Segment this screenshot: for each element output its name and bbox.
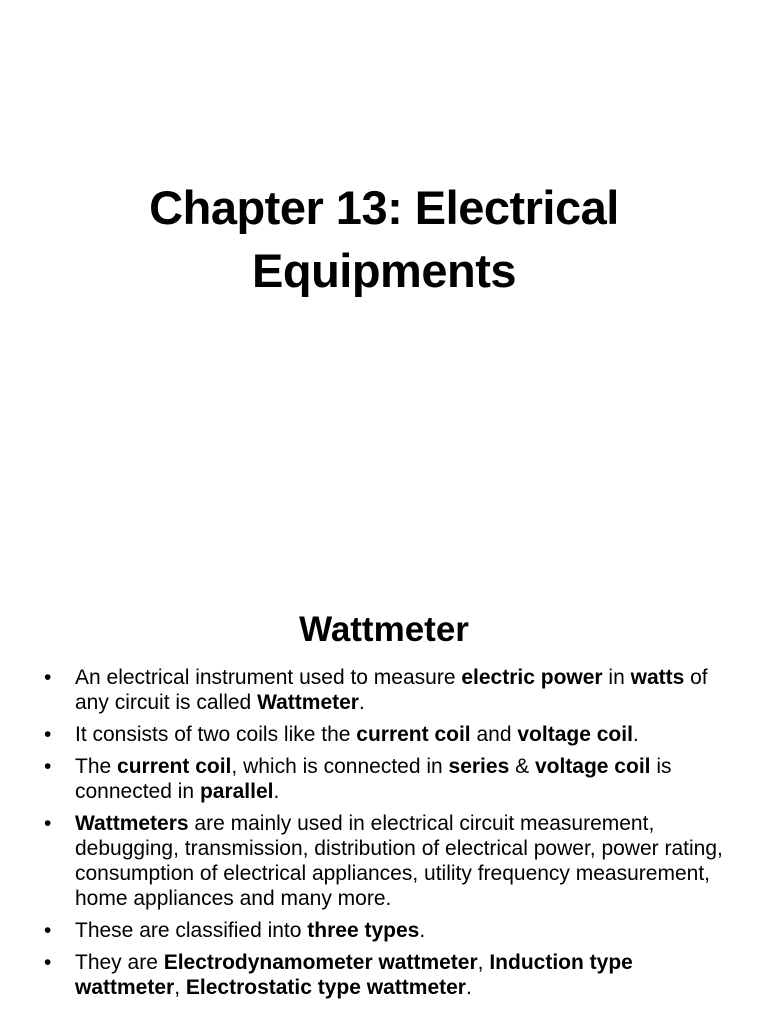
bullet-list <box>44 665 734 1007</box>
emphasis-text: Wattmeter <box>257 691 359 714</box>
emphasis-text: Wattmeters <box>75 812 189 835</box>
emphasis-text: current coil <box>356 723 471 746</box>
emphasis-text: electric power <box>461 666 603 689</box>
bullet-item <box>44 918 734 943</box>
emphasis-text: voltage coil <box>534 755 651 778</box>
bullet-dot-icon: • <box>44 951 52 974</box>
bullet-item <box>44 811 734 911</box>
emphasis-text: parallel <box>199 780 274 803</box>
bullet-text: The current coil, which is connected in series & voltage coil is connected in parallel. <box>75 755 672 803</box>
chapter-title-line-1: Chapter 13: Electrical <box>149 181 619 234</box>
bullet-dot-icon: • <box>44 723 52 746</box>
chapter-title-line-2: Equipments <box>252 244 516 297</box>
bullet-dot-icon: • <box>44 755 52 778</box>
bullet-item <box>44 950 734 1000</box>
emphasis-text: current coil <box>117 755 232 778</box>
bullet-item <box>44 722 734 747</box>
emphasis-text: Electrodynamometer wattmeter <box>163 951 478 974</box>
emphasis-text: three types <box>307 919 420 942</box>
bullet-text: It consists of two coils like the current coil and voltage coil. <box>75 723 639 746</box>
bullet-text: They are Electrodynamometer wattmeter, Induction type wattmeter, Electrostatic type wattmeter. <box>75 951 633 999</box>
bullet-text: These are classified into three types. <box>75 919 426 942</box>
bullet-dot-icon: • <box>44 919 52 942</box>
emphasis-text: voltage coil <box>517 723 633 746</box>
bullet-text: An electrical instrument used to measure electric power in watts of any circuit is called Wattmeter. <box>75 666 708 714</box>
chapter-title <box>0 176 768 302</box>
emphasis-text: Induction type wattmeter <box>75 951 633 999</box>
bullet-item <box>44 665 734 715</box>
bullet-dot-icon: • <box>44 812 52 835</box>
bullet-item <box>44 754 734 804</box>
slide-wattmeter <box>0 576 768 1024</box>
emphasis-text: series <box>448 755 510 778</box>
bullet-dot-icon: • <box>44 666 52 689</box>
emphasis-text: Electrostatic type wattmeter <box>185 976 466 999</box>
bullet-text: Wattmeters are mainly used in electrical circuit measurement, debugging, transmission, distribution of electrical power, power rating, consumption of electrical appliances, utility frequency measurement, home appliances and many more. <box>75 812 723 910</box>
emphasis-text: watts <box>630 666 685 689</box>
slide-title: Wattmeter <box>299 610 469 649</box>
